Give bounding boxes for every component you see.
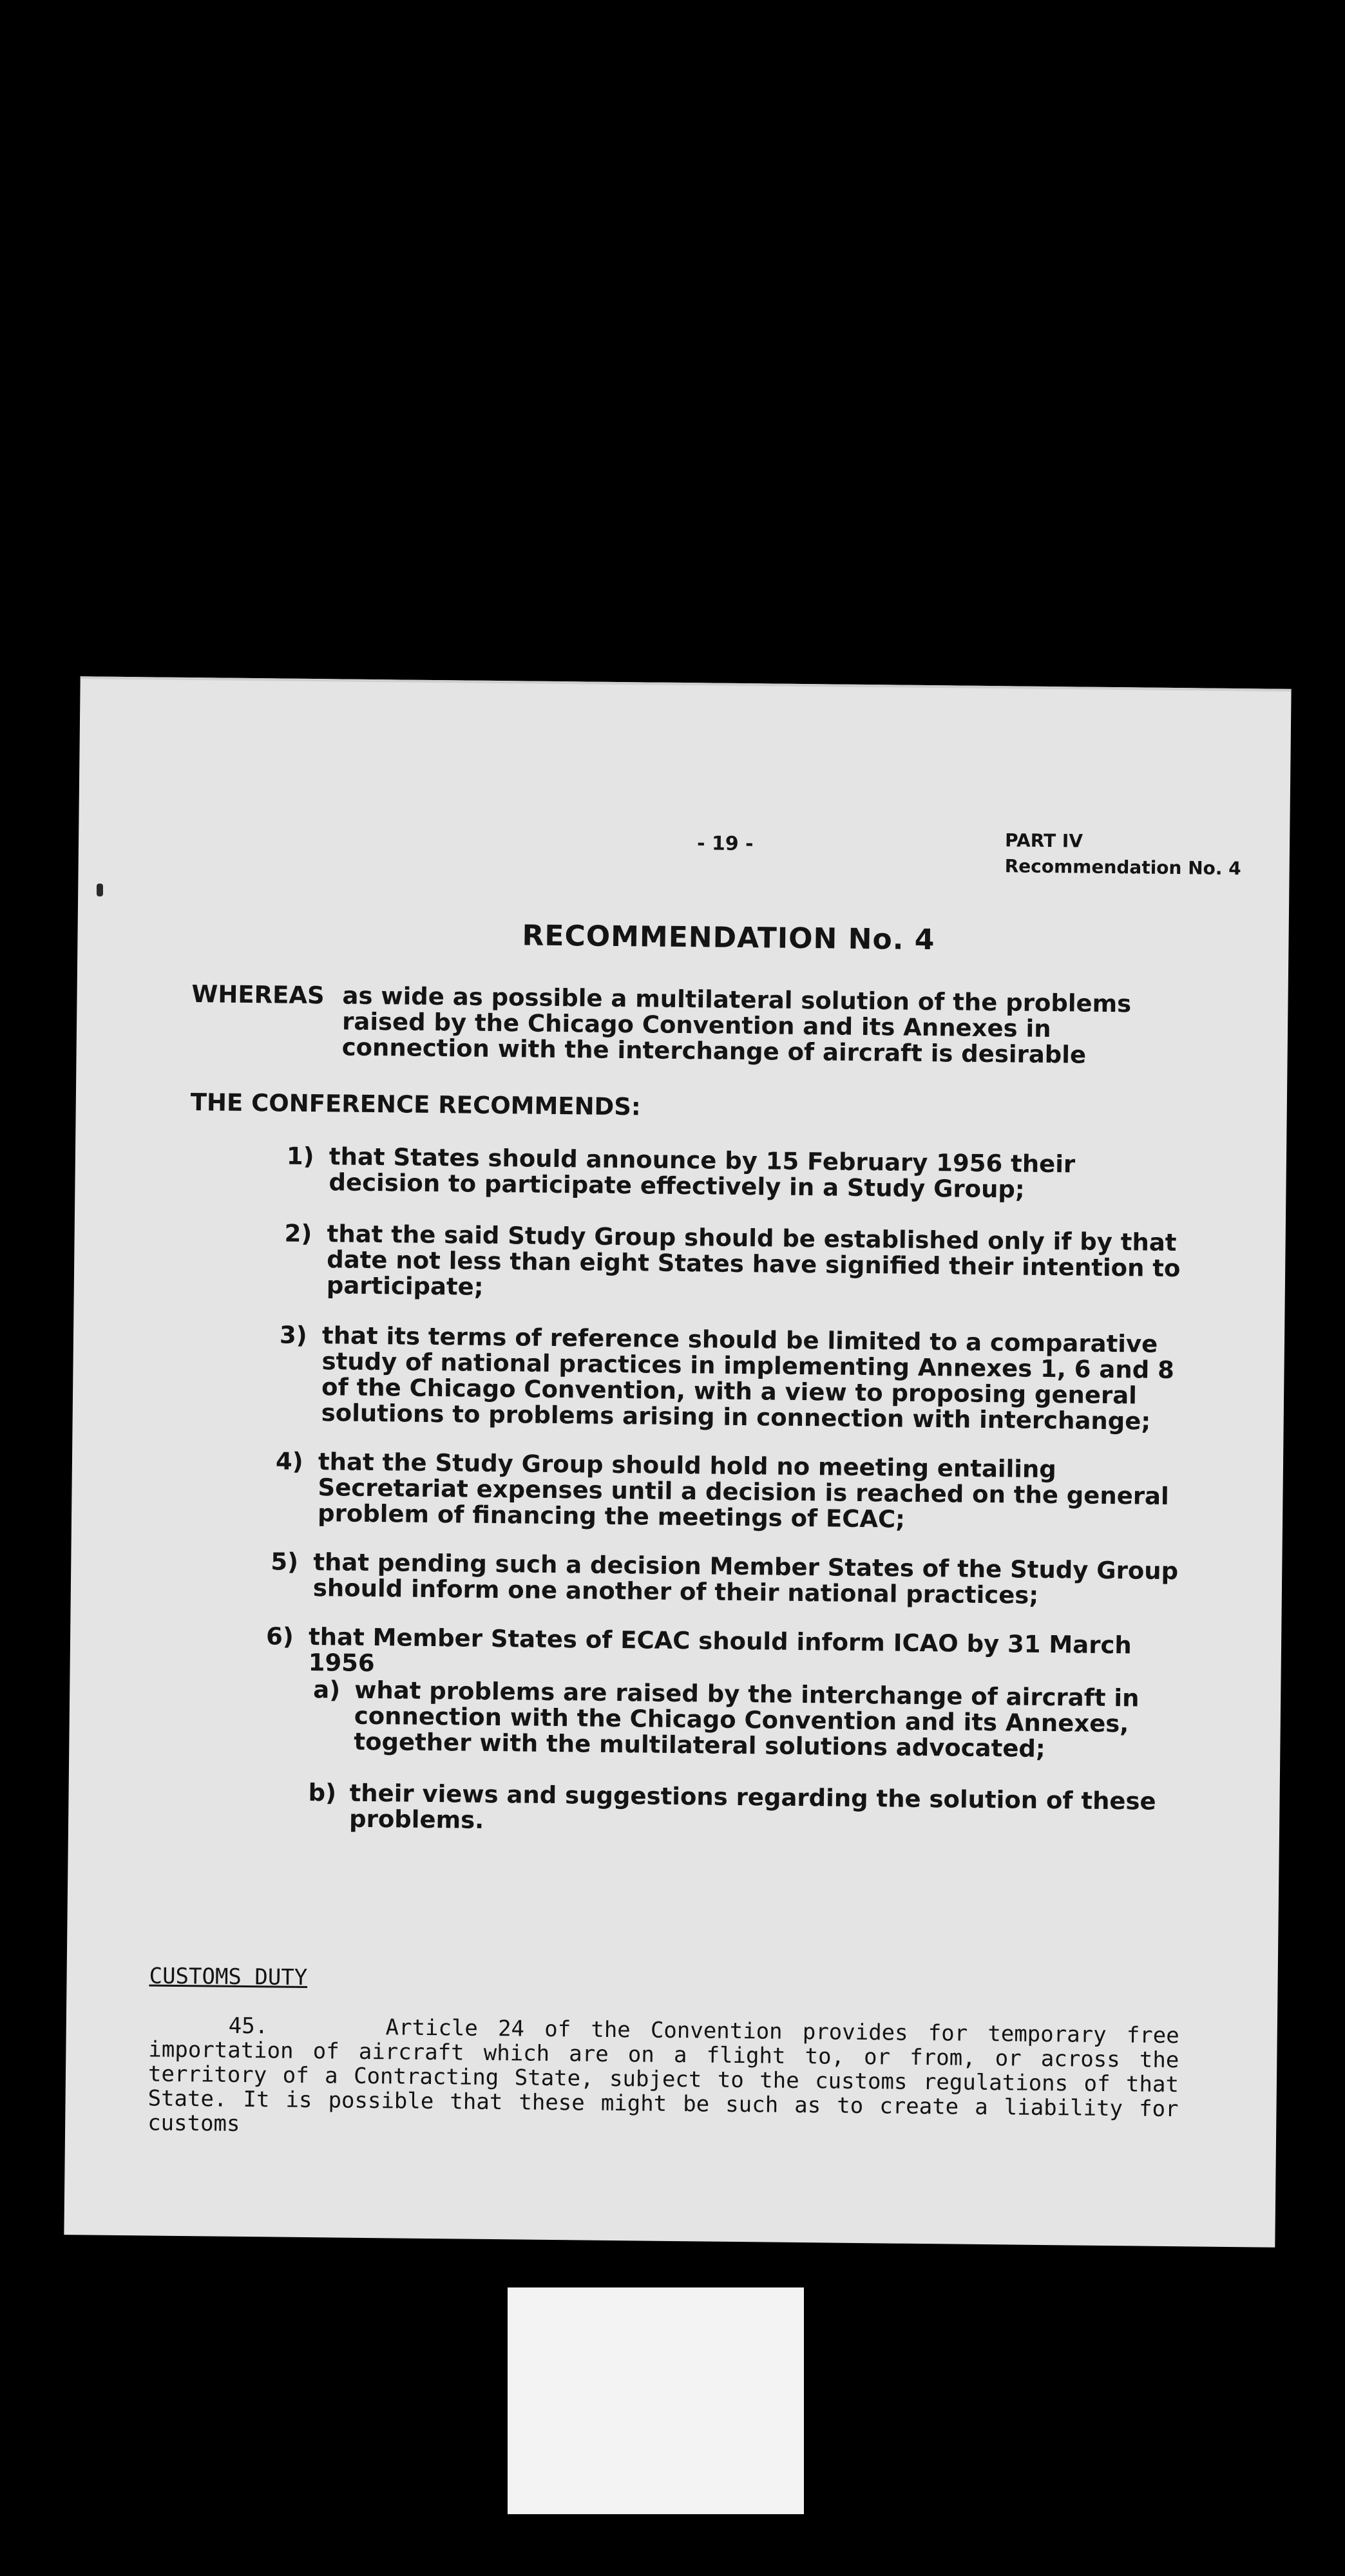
page-top-edge <box>81 676 1292 692</box>
customs-duty-heading: CUSTOMS DUTY <box>149 1963 308 1991</box>
conference-heading: THE CONFERENCE RECOMMENDS: <box>190 1088 641 1121</box>
paragraph-text: Article 24 of the Convention provides for temporary free importation of aircraft which are on a flight to, or from, or across the territory of a Contracting State, subject to the customs regulations of that State. It is possible that these might be such as to create a liability for customs <box>147 2014 1179 2137</box>
item-text: that its terms of reference should be limited to a comparative study of national practices in implementing Annexes 1, 6 and 8 of the Chicago Convention, with a view to proposing general solutions to problems arising in connection with interchange; <box>321 1321 1175 1435</box>
white-card <box>508 2287 804 2514</box>
item-text: that the said Study Group should be established only if by that date not less than eight States have signified their intention to participate; <box>326 1220 1181 1301</box>
whereas-label: WHEREAS <box>191 980 325 1010</box>
item-number: 3) <box>279 1321 307 1349</box>
item-text: that States should announce by 15 February 1956 their decision to participate effectively in a Study Group; <box>329 1142 1076 1204</box>
recommendation-item <box>286 1144 1188 1205</box>
item-number: 5) <box>271 1548 299 1576</box>
part-label: PART IV <box>1004 829 1083 852</box>
item-number: 2) <box>284 1219 312 1248</box>
recommendation-reference: Recommendation No. 4 <box>1004 855 1241 880</box>
recommendation-item <box>279 1323 1188 1435</box>
item-text: that the Study Group should hold no meeting entailing Secretariat expenses until a decision is reached on the general problem of financing the meetings of ECAC; <box>317 1448 1169 1533</box>
sub-item <box>312 1677 1183 1763</box>
item-text: that pending such a decision Member States of the Study Group should inform one another of their national practices; <box>312 1548 1179 1609</box>
paragraph-45 <box>148 2012 1179 2146</box>
item-number: 6) <box>265 1622 294 1651</box>
paragraph-number: 45. <box>228 2012 269 2040</box>
recommendation-item <box>265 1624 1187 1685</box>
scan-edge-mark <box>97 884 103 896</box>
page-title: RECOMMENDATION No. 4 <box>522 919 935 957</box>
sub-item-letter: a) <box>313 1676 341 1704</box>
recommendation-item <box>275 1448 1187 1535</box>
item-number: 1) <box>286 1142 314 1171</box>
sub-item-text: their views and suggestions regarding the solution of these problems. <box>348 1779 1156 1834</box>
sub-item <box>308 1780 1182 1841</box>
whereas-text: as wide as possible a multilateral solution of the problems raised by the Chicago Convention and its Annexes in connection with the interchange of aircraft is desirable <box>341 981 1132 1069</box>
page-number: - 19 - <box>696 832 754 856</box>
document-page <box>64 676 1291 2248</box>
item-number: 4) <box>275 1447 303 1475</box>
recommendation-item <box>271 1549 1186 1610</box>
part-reference <box>1005 828 1242 882</box>
sub-item-letter: b) <box>308 1779 337 1807</box>
sub-item-text: what problems are raised by the interchange of aircraft in connection with the Chicago Convention and its Annexes, together with the multilateral solutions advocated; <box>354 1676 1140 1763</box>
item-text: that Member States of ECAC should inform ICAO by 31 March 1956 <box>308 1623 1132 1678</box>
recommendation-item <box>284 1221 1188 1308</box>
